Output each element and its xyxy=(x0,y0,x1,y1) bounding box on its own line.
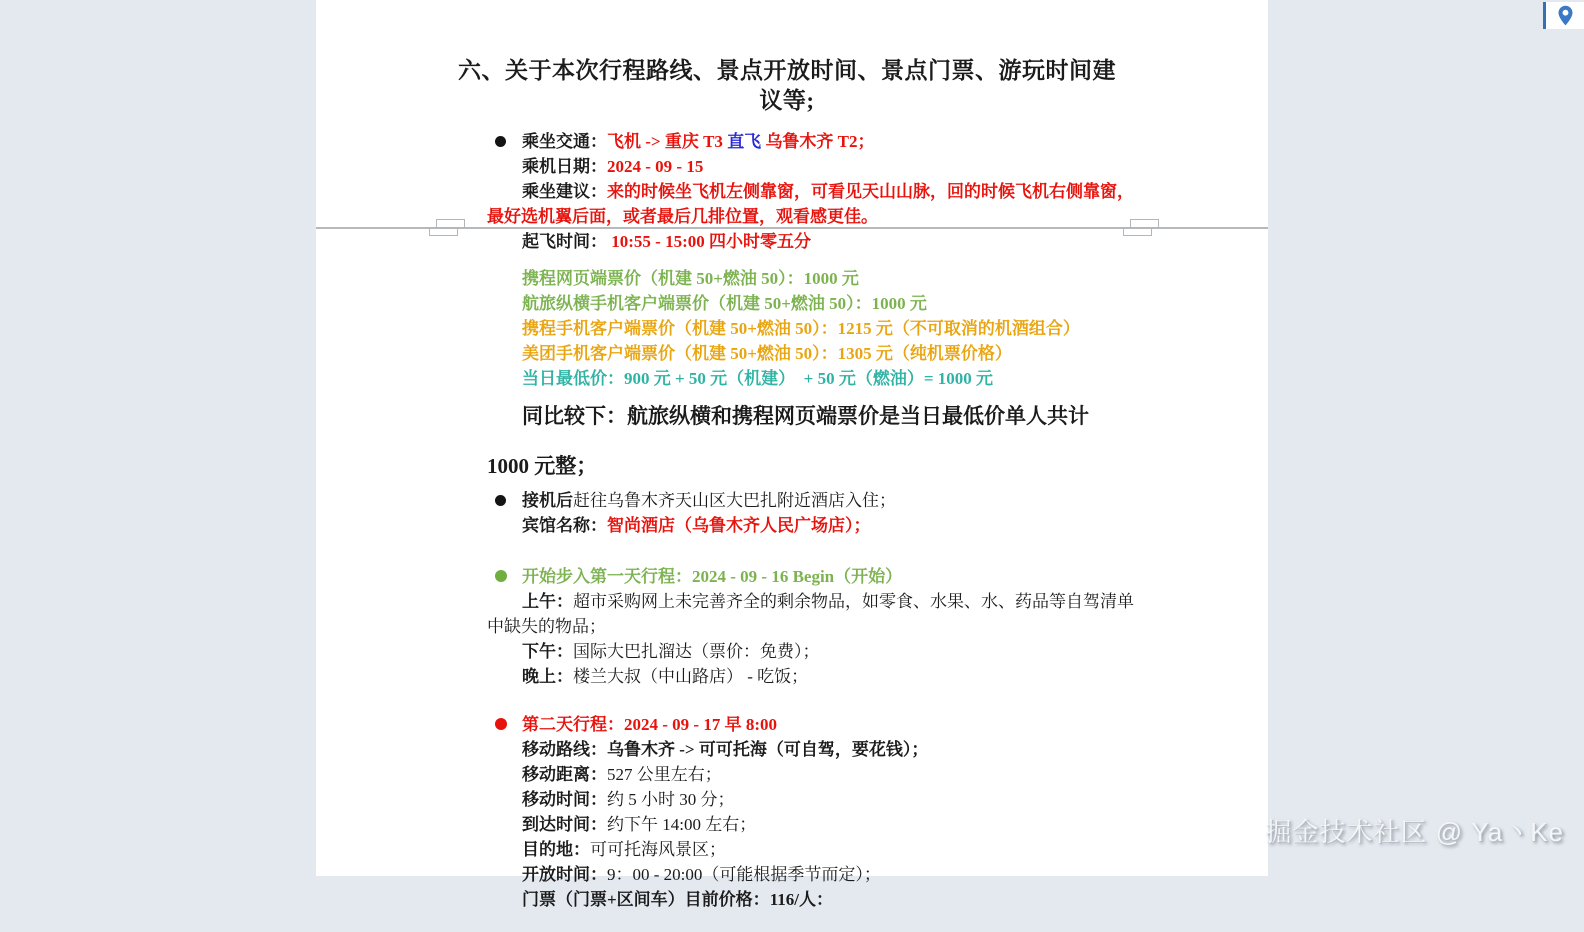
page-break-marker-rect xyxy=(1123,227,1152,236)
para-hotel-name xyxy=(316,513,1268,538)
text-segment: 目的地： xyxy=(522,840,590,859)
text-segment: 晚上： xyxy=(522,667,573,686)
para-day2-arrival xyxy=(316,812,1268,837)
watermark-text: 掘金技术社区 @ Ya丶Ke xyxy=(1265,817,1564,847)
para-day2-destination xyxy=(316,837,1268,862)
text-segment: 1000 元整； xyxy=(487,454,598,478)
para-total-amount xyxy=(316,452,1268,480)
text-segment: 10:55 - 15:00 四小时零五分 xyxy=(611,232,811,251)
text-segment: 移动路线： xyxy=(522,740,607,759)
para-day2-route xyxy=(316,737,1268,762)
para-transport xyxy=(316,129,1268,154)
para-day1-afternoon xyxy=(316,639,1268,664)
para-price-meituan xyxy=(316,341,1268,366)
page-break-marker xyxy=(429,219,465,236)
text-segment: 乌鲁木齐 T2； xyxy=(765,132,875,151)
text-segment: 当日最低价：900 元 + 50 元（机建） + 50 元（燃油）= 1000 元 xyxy=(522,369,994,388)
para-day2-distance xyxy=(316,762,1268,787)
para-day2-duration xyxy=(316,787,1268,812)
text-segment: 116/人： xyxy=(769,890,833,909)
para-price-ctrip-web xyxy=(316,266,1268,291)
text-segment: 携程手机客户端票价（机建 50+燃油 50）：1215 元（不可取消的机酒组合） xyxy=(522,319,1080,338)
text-segment: 9：00 - 20:00（可能根据季节而定）； xyxy=(607,865,881,884)
para-day2-heading xyxy=(316,712,1268,737)
para-day1-morning xyxy=(316,589,1268,639)
text-segment: 移动时间： xyxy=(522,790,607,809)
text-segment: 宾馆名称： xyxy=(522,516,607,535)
para-price-ctrip-app xyxy=(316,316,1268,341)
text-segment: 移动距离： xyxy=(522,765,607,784)
text-segment: 上午： xyxy=(522,592,573,611)
para-day2-hours xyxy=(316,862,1268,887)
text-segment: 约下午 14:00 左右； xyxy=(607,815,757,834)
text-segment: 乘机日期： xyxy=(522,157,607,176)
bullet-marker-green xyxy=(495,570,507,582)
text-segment: 智尚酒店（乌鲁木齐人民广场店）； xyxy=(607,516,871,535)
text-segment: 赶往乌鲁木齐天山区大巴扎附近酒店入住； xyxy=(573,491,896,510)
text-segment: 乘坐建议： xyxy=(522,182,607,201)
text-segment: 飞机 -> 重庆 T3 xyxy=(607,132,728,151)
text-segment: 到达时间： xyxy=(522,815,607,834)
text-segment: 来的时候坐飞机左侧靠窗，可看见天山山脉，回的时候飞机右侧靠窗，最好选机翼后面，或者最后几排位置，观看感更佳。 xyxy=(487,182,1134,226)
text-segment: 接机后 xyxy=(522,491,573,510)
text-segment: 起飞时间： xyxy=(522,232,612,251)
text-segment: 超市采购网上未完善齐全的剩余物品，如零食、水果、水、药品等自驾清单中缺失的物品； xyxy=(487,592,1134,636)
text-segment: 六、关于本次行程路线、景点开放时间、景点门票、游玩时间建议等; xyxy=(458,58,1116,113)
text-segment: 携程网页端票价（机建 50+燃油 50）：1000 元 xyxy=(522,269,859,288)
para-hotel-transfer xyxy=(316,488,1268,513)
para-price-lowest xyxy=(316,366,1268,391)
text-segment: 美团手机客户端票价（机建 50+燃油 50）：1305 元（纯机票价格） xyxy=(522,344,1012,363)
text-segment: 航旅纵横手机客户端票价（机建 50+燃油 50）：1000 元 xyxy=(522,294,927,313)
text-segment: 国际大巴扎溜达（票价：免费）； xyxy=(573,642,820,661)
text-segment: 乌鲁木齐 -> 可可托海（可自驾，要花钱）； xyxy=(607,740,929,759)
document-body xyxy=(316,56,1268,932)
para-day1-start xyxy=(316,564,1268,589)
para-price-umetrip xyxy=(316,291,1268,316)
text-segment: 可可托海风景区； xyxy=(590,840,726,859)
para-flight-date xyxy=(316,154,1268,179)
text-segment: 门票（门票+区间车）目前价格： xyxy=(522,890,770,909)
text-segment: 约 5 小时 30 分； xyxy=(607,790,735,809)
text-segment: 同比较下：航旅纵横和携程网页端票价是当日最低价单人共计 xyxy=(522,404,1089,428)
text-segment: 第二天行程：2024 - 09 - 17 早 8:00 xyxy=(522,715,777,734)
text-segment: 直飞 xyxy=(727,132,766,151)
para-compare-note xyxy=(316,402,1268,430)
location-pin-icon xyxy=(1557,5,1574,26)
text-segment: 下午： xyxy=(522,642,573,661)
text-segment: 527 公里左右； xyxy=(607,765,722,784)
bullet-marker-red xyxy=(495,718,507,730)
bullet-marker-black xyxy=(495,136,506,147)
text-segment: 乘坐交通： xyxy=(522,132,607,151)
text-segment: 2024 - 09 - 15 xyxy=(607,157,704,176)
document-page xyxy=(316,0,1268,909)
page-break-marker xyxy=(1123,219,1159,236)
text-segment: 开放时间： xyxy=(522,865,607,884)
para-day1-evening xyxy=(316,664,1268,689)
heading-section-6 xyxy=(316,56,1268,116)
page-break-marker-rect xyxy=(429,227,458,236)
para-day2-ticket xyxy=(316,887,1268,912)
text-segment: 楼兰大叔（中山路店） - 吃饭； xyxy=(573,667,809,686)
bullet-marker-black xyxy=(495,495,506,506)
text-segment: 开始步入第一天行程：2024 - 09 - 16 Begin（开始） xyxy=(522,567,903,586)
location-pin-button[interactable] xyxy=(1543,2,1584,29)
